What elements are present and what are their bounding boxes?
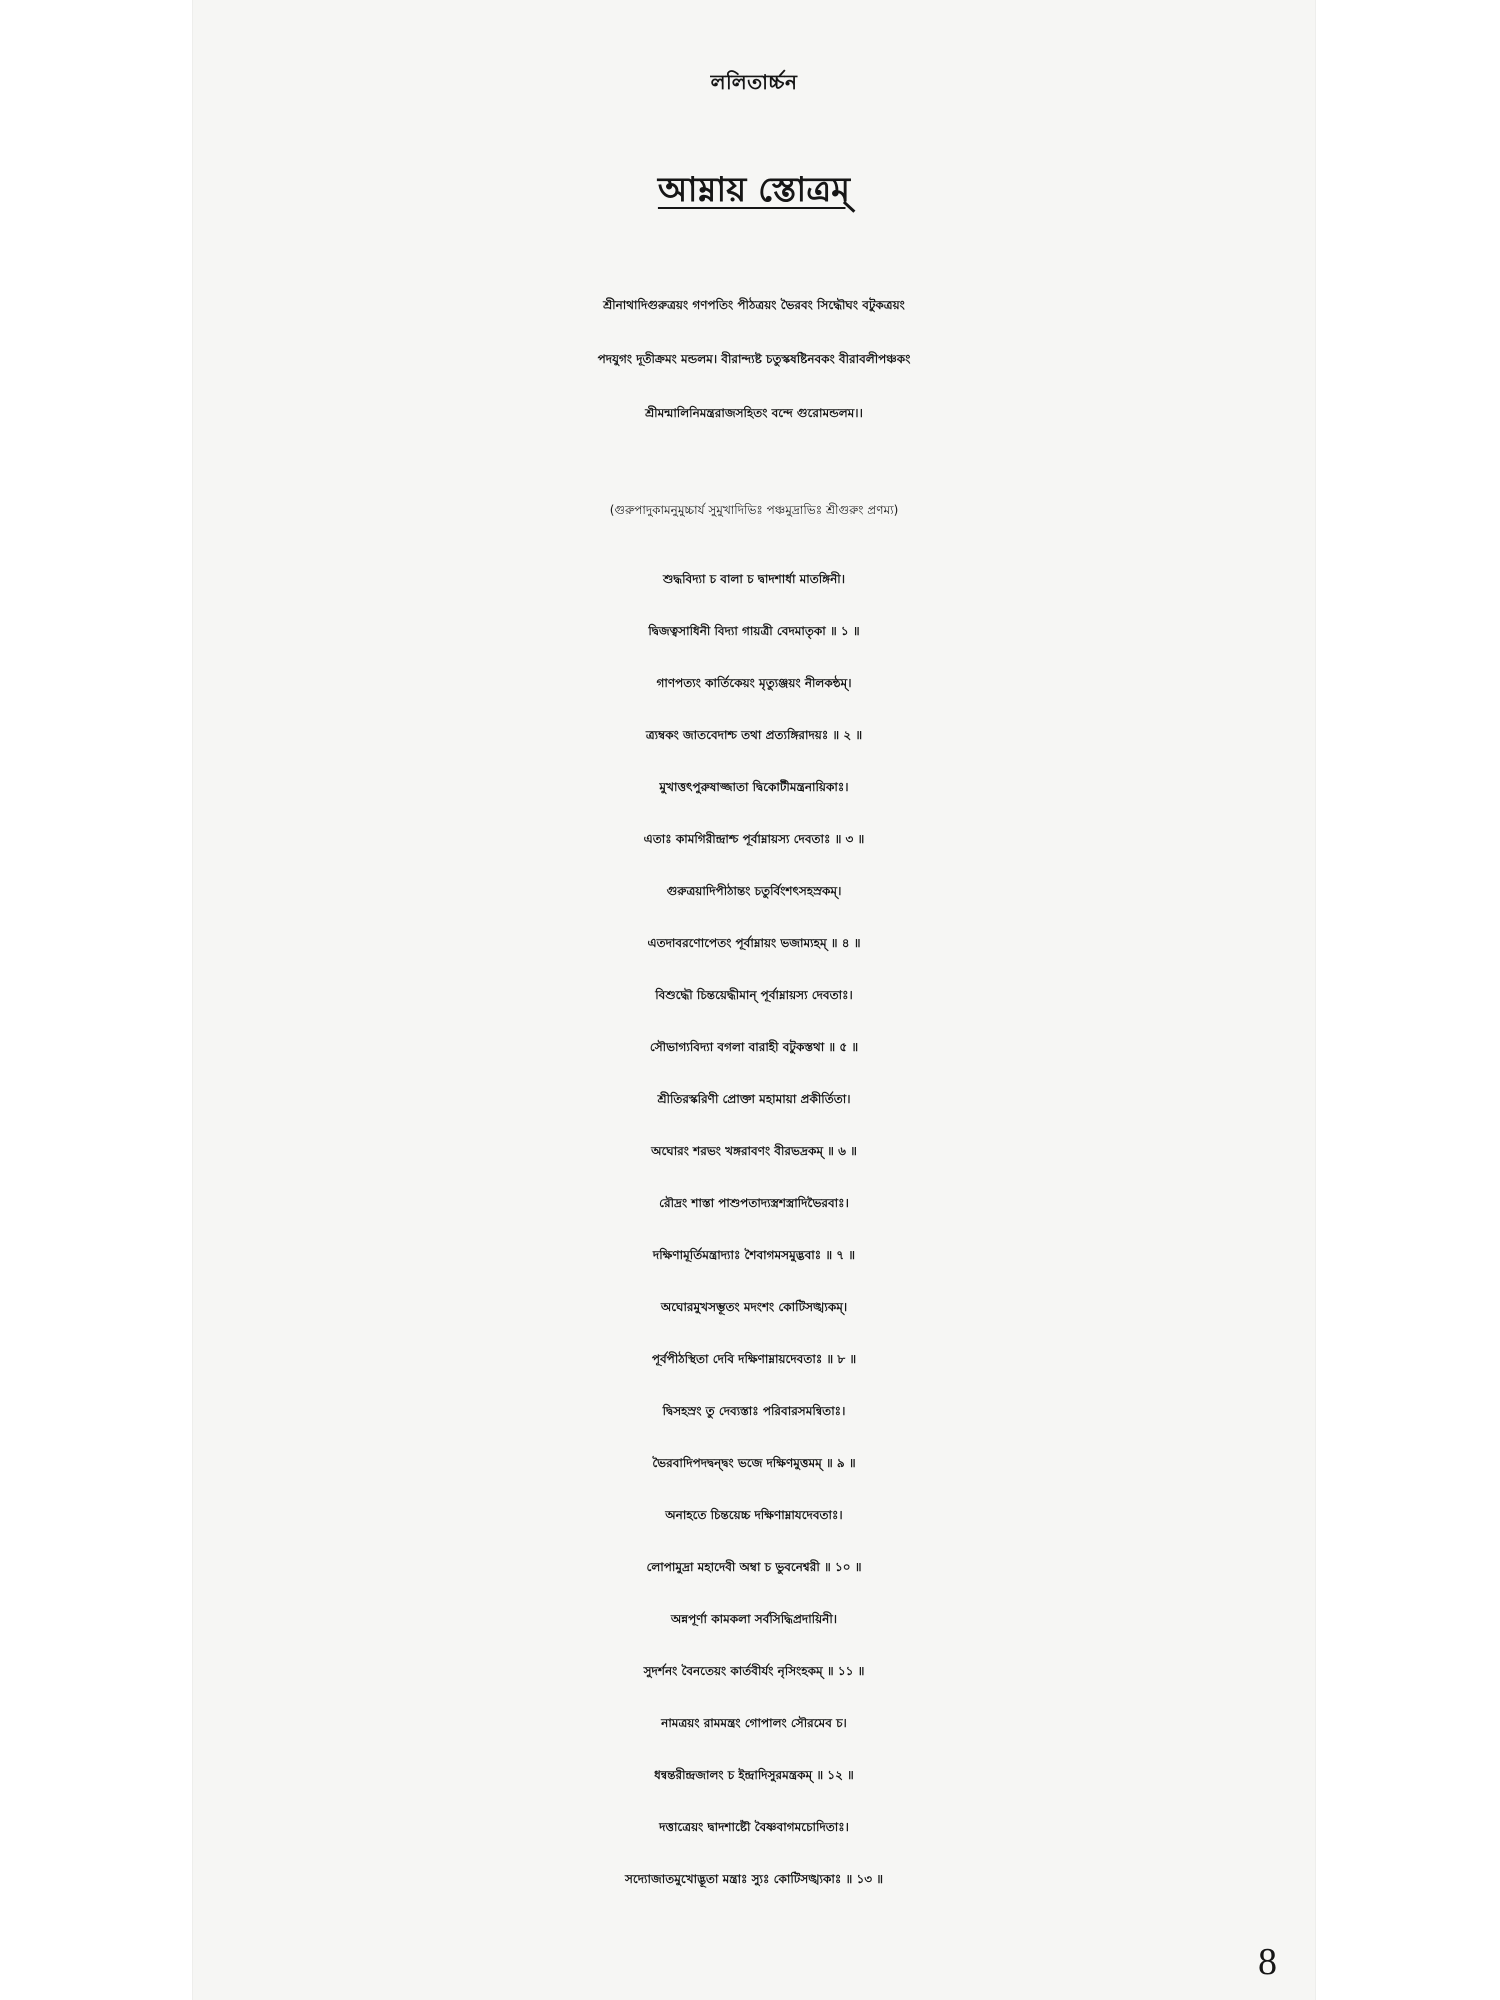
invocation-block [203,278,1305,440]
verse-line: ধন্বন্তরীন্দ্রজালং চ ইন্দ্রাদিসুরমন্ত্রকম্ ॥ ১২ ॥ [654,1768,854,1782]
invocation-line: পদযুগং দূতীক্রমং মন্ডলম। বীরান্দ্যষ্ট চতুস্কষষ্টিনবকং বীরাবলীপঞ্চকং [597,352,911,366]
verse-line: অনাহতে চিন্তয়েচ্চ দক্ষিণাম্নাযদেবতাঃ। [665,1508,843,1522]
invocation-line: শ্রীমন্মালিনিমন্ত্ররাজসহিতং বন্দে গুরোমন্ডলম।। [645,406,863,420]
verse-line: গাণপত্যং কার্তিকেয়ং মৃত্যুঞ্জয়ং নীলকন্ঠম্। [656,676,852,690]
verse-line: রৌদ্রং শাস্তা পাশুপতাদ্যস্ত্রশস্ত্রাদিভৈরবাঃ। [659,1196,849,1210]
hymn-title-text: আম্নায় স্তোত্রম্ [657,170,851,210]
verse-line: দত্তাত্রেয়ং দ্বাদশাষ্টৌ বৈষ্ণবাগমচোদিতাঃ। [659,1820,849,1834]
verse-line: পূর্বপীঠস্থিতা দেবি দক্ষিণাম্নায়দেবতাঃ ॥ ৮ ॥ [651,1352,857,1366]
verse-line: দক্ষিণামূর্তিমন্ত্রাদ্যাঃ শৈবাগমসমুদ্ভবাঃ ॥ ৭ ॥ [652,1248,856,1262]
verse-line: শ্রীতিরস্করিণী প্রোক্তা মহামায়া প্রকীর্তিতা। [657,1092,851,1106]
verse-line: এতদাবরণোপেতং পূর্বাম্নায়ং ভজাম্যহম্ ॥ ৪ ॥ [647,936,861,950]
verse-list [193,553,1315,1905]
verse-line: ভৈরবাদিপদদ্বন্দ্বং ভজে দক্ষিণমুত্তমম্ ॥ ৯ ॥ [652,1456,856,1470]
verse-line: অঘোরমুখসম্ভূতং মদংশং কোটিসঙ্খ্যকম্। [660,1300,848,1314]
verse-line: এতাঃ কামগিরীন্দ্রাশ্চ পূর্বাম্নায়স্য দেবতাঃ ॥ ৩ ॥ [643,832,865,846]
hymn-title [193,164,1315,221]
invocation-line: শ্রীনাথাদিগুরুত্রয়ং গণপতিং পীঠত্রয়ং ভৈরবং সিদ্ধৌঘং বটুকত্রয়ং [603,298,905,312]
verse-line: ত্র্যম্বকং জাতবেদাশ্চ তথা প্রত্যঙ্গিরাদয়ঃ ॥ ২ ॥ [645,728,863,742]
verse-line: সদ্যোজাতমুখোদ্ভূতা মন্ত্রাঃ স্যুঃ কোটিসঙ্খ্যকাঃ ॥ ১৩ ॥ [625,1872,883,1886]
verse-line: দ্বিসহস্রং তু দেব্যস্তাঃ পরিবারসমন্বিতাঃ। [662,1404,846,1418]
running-header: ললিতার্চ্চন [710,70,798,94]
verse-line: সুদর্শনং বৈনতেয়ং কার্তবীর্যং নৃসিংহকম্ ॥ ১১ ॥ [643,1664,865,1678]
ritual-instruction: (গুরুপাদুকামনুমুচ্চার্য সুমুখাদিভিঃ পঞ্চমুদ্রাভিঃ শ্রীগুরুং প্রণম্য) [609,503,899,517]
verse-line: বিশুদ্ধৌ চিন্তয়েদ্ধীমান্ পূর্বাম্নায়স্য দেবতাঃ। [655,988,853,1002]
verse-line: লোপামুদ্রা মহাদেবী অম্বা চ ভুবনেশ্বরী ॥ ১০ ॥ [646,1560,862,1574]
verse-line: শুদ্ধবিদ্যা চ বালা চ দ্বাদশার্ধা মাতঙ্গিনী। [662,572,846,586]
verse-line: নামত্রয়ং রামমন্ত্রং গোপালং সৌরমেব চ। [661,1716,847,1730]
verse-line: অঘোরং শরভং খঙ্গরাবণং বীরভদ্রকম্ ॥ ৬ ॥ [651,1144,857,1158]
verse-line: গুরুত্রয়াদিপীঠান্তং চতুর্বিংশৎসহস্রকম্। [666,884,842,898]
verse-line: সৌভাগ্যবিদ্যা বগলা বারাহী বটুকস্তথা ॥ ৫ ॥ [649,1040,859,1054]
page-number: 8 [1258,1941,1277,1983]
verse-line: দ্বিজত্বসাধিনী বিদ্যা গায়ত্রী বেদমাতৃকা ॥ ১ ॥ [648,624,860,638]
verse-line: অন্নপূর্ণা কামকলা সর্বসিদ্ধিপ্রদায়িনী। [670,1612,838,1626]
book-page [192,0,1316,2000]
verse-line: মুখাত্তৎপুরুষাজ্জাতা দ্বিকোটীমন্ত্রনায়িকাঃ। [659,780,849,794]
